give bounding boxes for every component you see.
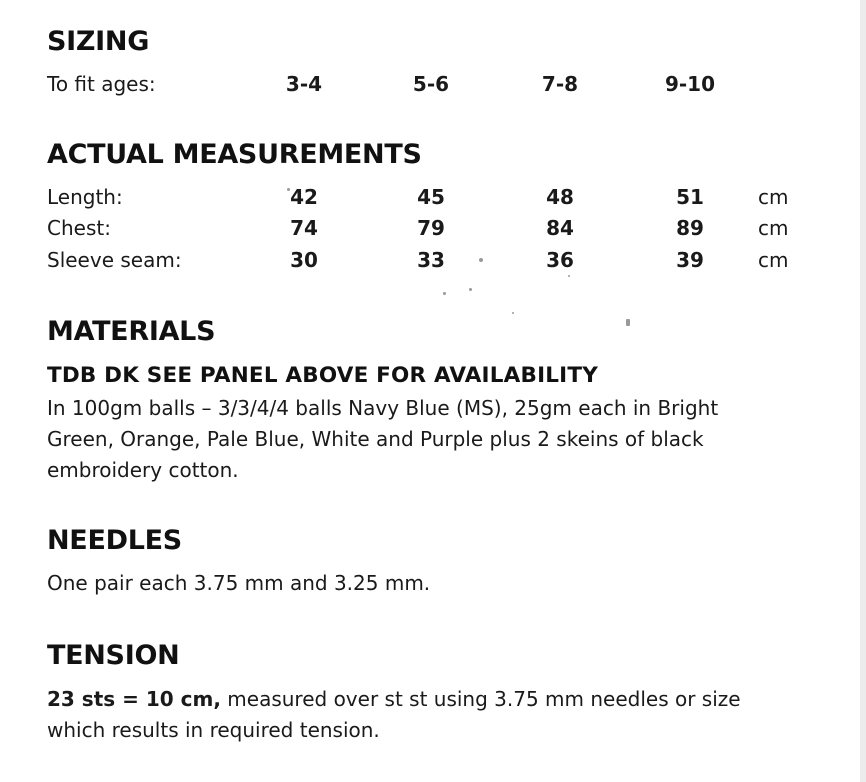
measurement-unit: cm (758, 216, 789, 240)
materials-line: Green, Orange, Pale Blue, White and Purple plus 2 skeins of black (47, 427, 704, 451)
tension-heading: TENSION (47, 640, 180, 671)
measurement-value: 36 (546, 248, 574, 272)
measurement-value: 79 (417, 216, 445, 240)
measurement-row-sleeve-seam (0, 245, 866, 275)
needles-heading: NEEDLES (47, 525, 182, 556)
measurement-value: 42 (290, 185, 318, 209)
measurement-unit: cm (758, 248, 789, 272)
tension-line-1 (47, 684, 827, 715)
size-7-8: 7-8 (541, 72, 579, 96)
measurement-value: 51 (676, 185, 704, 209)
sizing-label: To fit ages: (47, 72, 156, 96)
tension-text: measured over st st using 3.75 mm needles or size (220, 687, 741, 711)
measurement-value: 84 (546, 216, 574, 240)
measurement-value: 89 (676, 216, 704, 240)
page-edge-shadow (860, 0, 866, 782)
materials-line: In 100gm balls – 3/3/4/4 balls Navy Blue (MS), 25gm each in Bright (47, 396, 719, 420)
measurement-label: Sleeve seam: (47, 248, 182, 272)
scan-speck (443, 292, 446, 295)
measurement-unit: cm (758, 185, 789, 209)
size-3-4: 3-4 (285, 72, 323, 96)
scan-speck (469, 288, 472, 291)
materials-heading: MATERIALS (47, 316, 216, 347)
measurement-value: 45 (417, 185, 445, 209)
measurement-label: Chest: (47, 216, 111, 240)
measurement-value: 30 (290, 248, 318, 272)
measurement-row-chest (0, 213, 866, 243)
materials-line: embroidery cotton. (47, 458, 239, 482)
measurement-value: 48 (546, 185, 574, 209)
scan-speck (479, 258, 483, 262)
measurement-value: 33 (417, 248, 445, 272)
needles-text: One pair each 3.75 mm and 3.25 mm. (47, 571, 431, 595)
measurement-value: 74 (290, 216, 318, 240)
sizing-heading: SIZING (47, 26, 150, 57)
scan-speck (287, 188, 290, 191)
measurement-label: Length: (47, 185, 123, 209)
scan-speck (626, 319, 630, 326)
tension-gauge: 23 sts = 10 cm, (47, 687, 221, 711)
measurement-row-length (0, 182, 866, 212)
tension-line-2: which results in required tension. (47, 718, 380, 742)
scan-speck (568, 275, 570, 277)
measurement-value: 39 (676, 248, 704, 272)
sizing-row (0, 69, 866, 99)
size-5-6: 5-6 (412, 72, 450, 96)
measurements-heading: ACTUAL MEASUREMENTS (47, 139, 422, 170)
scan-speck (512, 312, 514, 314)
materials-subheading: TDB DK SEE PANEL ABOVE FOR AVAILABILITY (47, 363, 599, 388)
size-9-10: 9-10 (664, 72, 716, 96)
